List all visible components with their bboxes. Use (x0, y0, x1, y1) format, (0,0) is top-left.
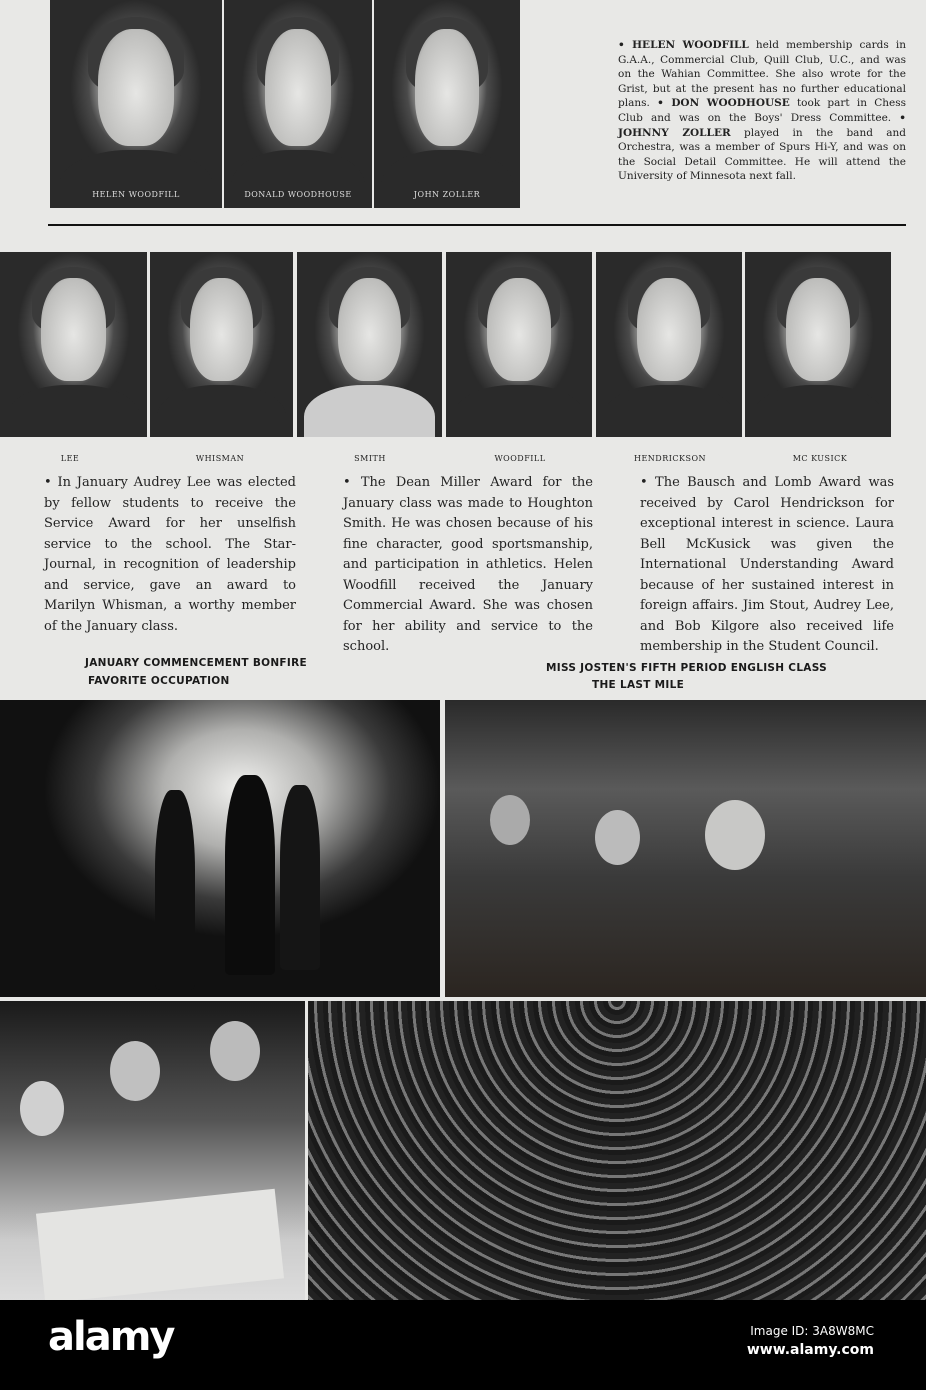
photo-english-class (445, 700, 926, 997)
portrait-whisman (150, 252, 293, 437)
portrait-caption: WOODFILL (494, 454, 546, 463)
alamy-logo: alamy (48, 1314, 174, 1360)
award-text-column: • In January Audrey Lee was elected by fellow students to receive the Service Award for her unselfish service to the school. The Star-Journal, in recognition of leadership and service, gave an award to Marilyn Whisman, a worthy member of the January class. (44, 475, 296, 634)
alamy-url: www.alamy.com (746, 1342, 874, 1358)
divider-rule (48, 224, 906, 226)
portrait-caption: DONALD WOODHOUSE (244, 190, 352, 199)
portrait-smith (297, 252, 442, 437)
portrait-donald-woodhouse (224, 0, 372, 208)
portrait-caption: SMITH (354, 454, 386, 463)
photo-favorite-occupation (0, 1001, 305, 1300)
portrait-woodfill (446, 252, 592, 437)
photo-caption: FAVORITE OCCUPATION (88, 675, 230, 687)
portrait-lee (0, 252, 147, 437)
portrait-caption: LEE (60, 454, 80, 463)
portrait-hendrickson (596, 252, 742, 437)
photo-caption: JANUARY COMMENCEMENT BONFIRE (85, 657, 307, 669)
photo-the-last-mile (308, 1001, 926, 1300)
portrait-helen-woodfill (50, 0, 222, 208)
bio-name: HELEN WOODFILL (632, 39, 749, 51)
photo-bonfire (0, 700, 440, 997)
portrait-caption: WHISMAN (195, 454, 245, 463)
portrait-caption: JOHN ZOLLER (413, 190, 481, 199)
portrait-mckusick (745, 252, 891, 437)
portrait-john-zoller (374, 0, 520, 208)
senior-bio-text: • HELEN WOODFILL held membership cards in G.A.A., Commercial Club, Quill Club, U.C., and was on the Wahian Committee. She also wrote for the Grist, but at the present has no further educational plans. • DON WOODHOUSE took part in Chess Club and was on the Boys' Dress Committee. • JOHNNY ZOLLER played in the band and Orchestra, was a member of Spurs Hi-Y, and was on the Social Detail Committee. He will attend the University of Minnesota next fall. (618, 39, 906, 183)
bio-name: JOHNNY ZOLLER (618, 126, 731, 139)
watermark-footer (0, 1300, 926, 1390)
award-text-column: • The Dean Miller Award for the January class was made to Houghton Smith. He was chosen because of his fine character, good sportsmanship, and participation in athletics. Helen Woodfill received the January Commercial Award. She was chosen for her ability and service to the school. (343, 475, 593, 654)
bio-name: DON WOODHOUSE (671, 97, 790, 110)
portrait-caption: MC KUSICK (792, 454, 848, 463)
portrait-caption: HENDRICKSON (633, 454, 707, 463)
award-text-column: • The Bausch and Lomb Award was received by Carol Hendrickson for exceptional interest in science. Laura Bell McKusick was given the International Understanding Award because of her sustained interest in foreign affairs. Jim Stout, Audrey Lee, and Bob Kilgore also received life membership in the Student Council. (640, 475, 894, 654)
photo-caption: MISS JOSTEN'S FIFTH PERIOD ENGLISH CLASS (546, 662, 827, 674)
photo-caption: THE LAST MILE (592, 679, 685, 691)
portrait-caption: HELEN WOODFILL (92, 190, 180, 199)
image-id: Image ID: 3A8W8MC (750, 1324, 874, 1338)
